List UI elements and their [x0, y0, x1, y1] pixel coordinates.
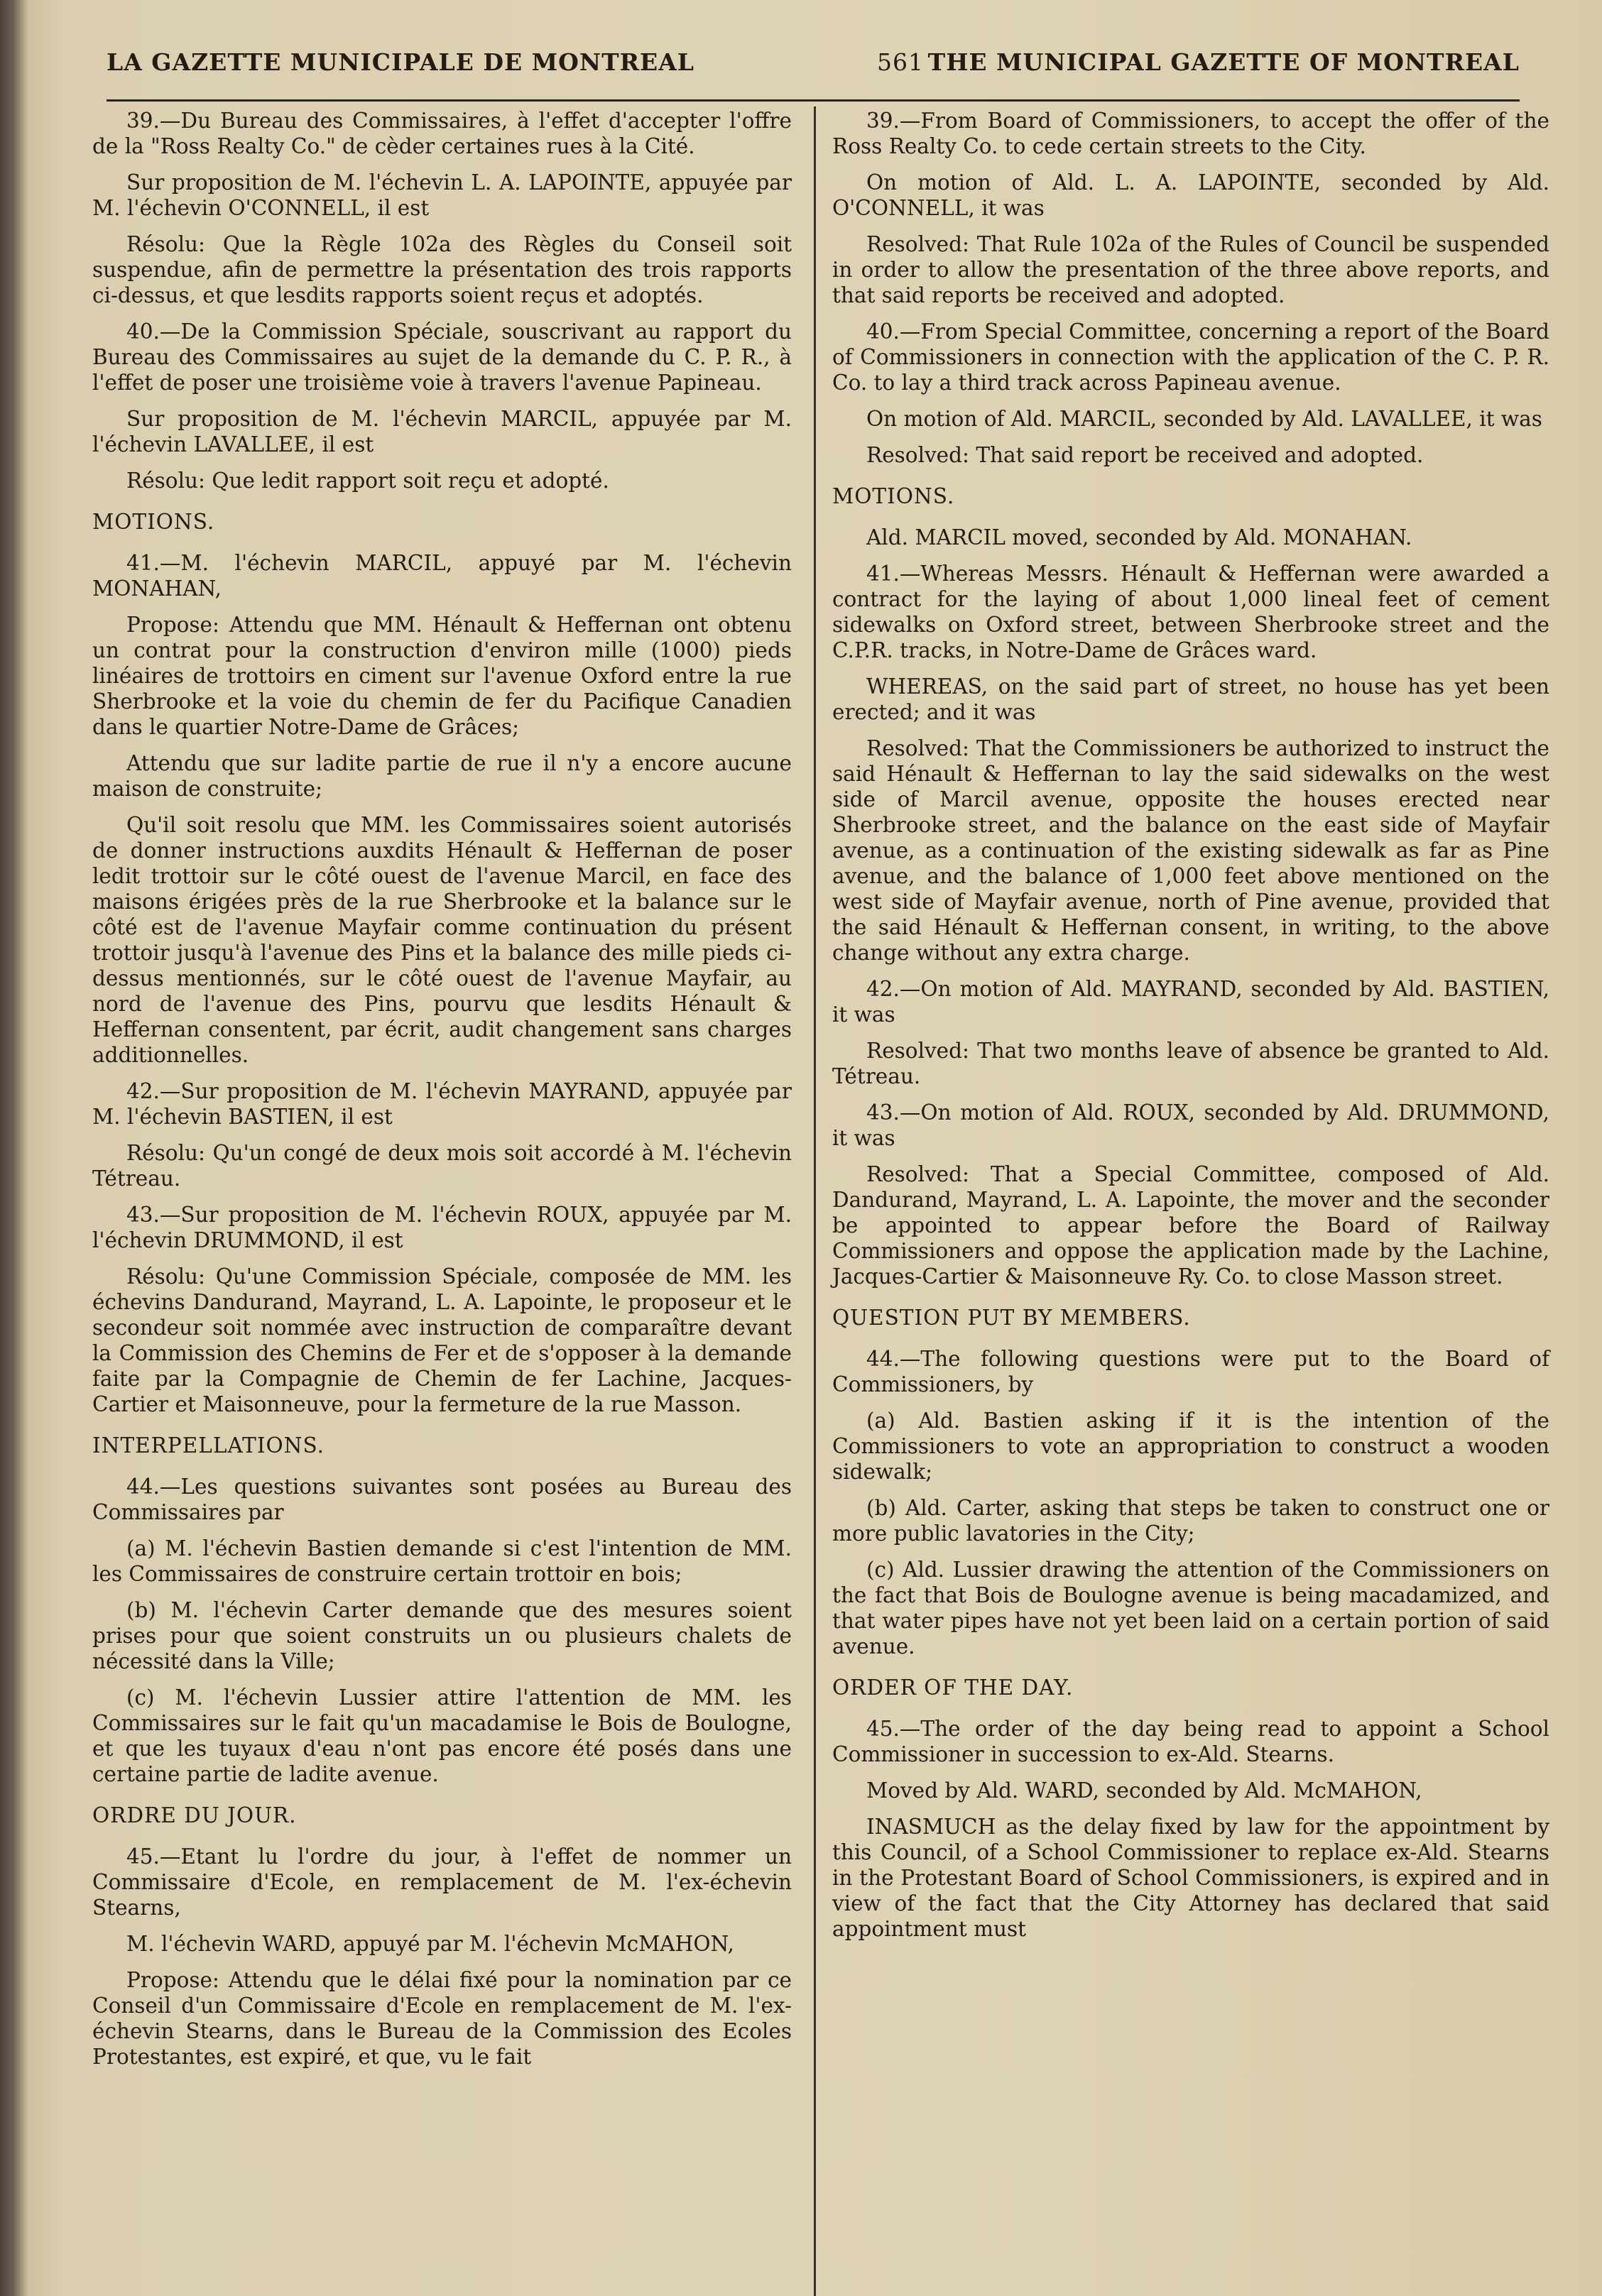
en-motion-line: Ald. MARCIL moved, seconded by Ald. MONAHAN. — [866, 525, 1412, 550]
en-resolution: Resolved: That Rule 102a of the Rules of Council be suspended in order to allow the presentation of the three above reports, and that said reports be received and adopted. — [832, 232, 1549, 307]
fr-item-45: 45.—Etant lu l'ordre du jour, à l'effet de nommer un Commissaire d'Ecole, en remplacement de M. l'ex-échevin Stearns, — [92, 1844, 792, 1920]
fr-section-heading: MOTIONS. — [92, 510, 215, 534]
fr-motion-line: Sur proposition de M. l'échevin MARCIL, appuyée par M. l'échevin LAVALLEE, il est — [92, 407, 792, 457]
header-rule — [107, 99, 1520, 102]
en-section-heading: ORDER OF THE DAY. — [832, 1675, 1074, 1700]
column-divider — [814, 106, 816, 2296]
fr-item-42: 42.—Sur proposition de M. l'échevin MAYRAND, appuyée par M. l'échevin BASTIEN, il est — [92, 1079, 792, 1129]
header-title-english: THE MUNICIPAL GAZETTE OF MONTREAL — [927, 48, 1520, 76]
fr-item-44: 44.—Les questions suivantes sont posées au Bureau des Commissaires par — [92, 1475, 792, 1524]
en-paragraph: WHEREAS, on the said part of street, no house has yet been erected; and it was — [832, 674, 1549, 724]
en-item-40: 40.—From Special Committee, concerning a report of the Board of Commissioners in connection with the application of the C. P. R. Co. to lay a third track across Papineau avenue. — [832, 319, 1549, 395]
en-item-42: 42.—On motion of Ald. MAYRAND, seconded by Ald. BASTIEN, it was — [832, 977, 1549, 1027]
fr-item-40: 40.—De la Commission Spéciale, souscrivant au rapport du Bureau des Commissaires au sujet de la demande du C. P. R., à l'effet de poser une troisième voie à travers l'avenue Papineau. — [92, 319, 792, 395]
en-question: (b) Ald. Carter, asking that steps be taken to construct one or more public lavatories in the City; — [832, 1496, 1549, 1546]
fr-resolution: Résolu: Qu'une Commission Spéciale, composée de MM. les échevins Dandurand, Mayrand, L. A. Lapointe, le proposeur et le secondeur soit nommée avec instruction de comparaître devant la Commission des Chemins de Fer et de s'opposer à la demande faite par la Compagnie de Chemin de fer Lachine, Jacques-Cartier et Maisonneuve, pour la fermeture de la rue Masson. — [92, 1264, 792, 1416]
fr-paragraph: Propose: Attendu que le délai fixé pour la nomination par ce Conseil d'un Commissaire d'Ecole en remplacement de M. l'ex-échevin Stearns, dans le Bureau de la Commission des Ecoles Protestantes, est expiré, et que, vu le fait — [92, 1968, 792, 2069]
header-title-french: LA GAZETTE MUNICIPALE DE MONTREAL — [107, 48, 695, 76]
en-motion-line: Moved by Ald. WARD, seconded by Ald. McMAHON, — [866, 1778, 1422, 1803]
fr-resolution: Résolu: Qu'un congé de deux mois soit accordé à M. l'échevin Tétreau. — [92, 1141, 792, 1191]
en-resolution: Resolved: That the Commissioners be authorized to instruct the said Hénault & Heffernan to lay the said sidewalks on the west side of Marcil avenue, opposite the houses erected near Sherbrooke street, and the balance on the east side of Mayfair avenue, as a continuation of the existing sidewalk as far as Pine avenue, and the balance of 1,000 feet above mentioned on the west side of Mayfair avenue, north of Pine avenue, provided that the said Hénault & Heffernan consent, in writing, to the above change without any extra charge. — [832, 736, 1549, 965]
en-question: (c) Ald. Lussier drawing the attention of the Commissioners on the fact that Bois de Boulogne avenue is being macadamized, and that water pipes have not yet been laid on a certain portion of said avenue. — [832, 1558, 1549, 1658]
fr-question: (a) M. l'échevin Bastien demande si c'est l'intention de MM. les Commissaires de construire certain trottoir en bois; — [92, 1536, 792, 1586]
en-section-heading: QUESTION PUT BY MEMBERS. — [832, 1306, 1191, 1330]
fr-resolution: Résolu: Que ledit rapport soit reçu et adopté. — [126, 469, 609, 493]
en-motion-line: On motion of Ald. L. A. LAPOINTE, seconded by Ald. O'CONNELL, it was — [832, 170, 1549, 220]
fr-motion-line: Sur proposition de M. l'échevin L. A. LAPOINTE, appuyée par M. l'échevin O'CONNELL, il est — [92, 170, 792, 220]
fr-paragraph: Propose: Attendu que MM. Hénault & Heffernan ont obtenu un contrat pour la construction d'environ mille (1000) pieds linéaires de trottoirs en ciment sur l'avenue Oxford entre la rue Sherbrooke et la voie du chemin de fer du Pacifique Canadien dans le quartier Notre-Dame de Grâces; — [92, 613, 792, 739]
fr-paragraph: Attendu que sur ladite partie de rue il n'y a encore aucune maison de construite; — [92, 751, 792, 801]
en-motion-line: On motion of Ald. MARCIL, seconded by Ald. LAVALLEE, it was — [866, 407, 1542, 431]
page-header — [107, 48, 1520, 91]
en-item-43: 43.—On motion of Ald. ROUX, seconded by Ald. DRUMMOND, it was — [832, 1100, 1549, 1150]
en-item-41: 41.—Whereas Messrs. Hénault & Heffernan were awarded a contract for the laying of about 1,000 lineal feet of cement sidewalks on Oxford street, between Sherbrooke street and the C.P.R. tracks, in Notre-Dame de Grâces ward. — [832, 562, 1549, 662]
en-resolution: Resolved: That a Special Committee, composed of Ald. Dandurand, Mayrand, L. A. Lapointe, the mover and the seconder be appointed to appear before the Board of Railway Commissioners and oppose the application made by the Lachine, Jacques-Cartier & Maisonneuve Ry. Co. to close Masson street. — [832, 1162, 1549, 1289]
fr-paragraph: Qu'il soit resolu que MM. les Commissaires soient autorisés de donner instructions auxdits Hénault & Heffernan de poser ledit trottoir sur le côté ouest de l'avenue Marcil, en face des maisons érigées près de la rue Sherbrooke et la balance sur le côté est de l'avenue Mayfair comme continuation du présent trottoir jusqu'à l'avenue des Pins et la balance des mille pieds ci-dessus mentionnés, sur le côté ouest de l'avenue Mayfair, au nord de l'avenue des Pins, pourvu que lesdits Hénault & Heffernan consentent, par écrit, audit changement sans charges additionnelles. — [92, 813, 792, 1067]
fr-section-heading: INTERPELLATIONS. — [92, 1433, 325, 1458]
fr-item-43: 43.—Sur proposition de M. l'échevin ROUX, appuyée par M. l'échevin DRUMMOND, il est — [92, 1203, 792, 1252]
en-item-45: 45.—The order of the day being read to appoint a School Commissioner in succession to ex-Ald. Stearns. — [832, 1717, 1549, 1766]
en-item-39: 39.—From Board of Commissioners, to accept the offer of the Ross Realty Co. to cede certain streets to the City. — [832, 109, 1549, 158]
en-item-44: 44.—The following questions were put to the Board of Commissioners, by — [832, 1347, 1549, 1396]
french-column — [92, 108, 792, 2080]
en-question: (a) Ald. Bastien asking if it is the intention of the Commissioners to vote an appropriation to construct a wooden sidewalk; — [832, 1409, 1549, 1484]
fr-question: (c) M. l'échevin Lussier attire l'attention de MM. les Commissaires sur le fait qu'un macadamise le Bois de Boulogne, et que les tuyaux d'eau n'ont pas encore été posés dans une certaine partie de ladite avenue. — [92, 1685, 792, 1786]
en-resolution: Resolved: That two months leave of absence be granted to Ald. Tétreau. — [832, 1039, 1549, 1088]
fr-resolution: Résolu: Que la Règle 102a des Règles du Conseil soit suspendue, afin de permettre la présentation des trois rapports ci-dessus, et que lesdits rapports soient reçus et adoptés. — [92, 232, 792, 307]
page-number: 561 — [877, 48, 924, 76]
english-column — [832, 108, 1549, 1952]
fr-item-41: 41.—M. l'échevin MARCIL, appuyé par M. l'échevin MONAHAN, — [92, 551, 792, 601]
fr-item-39: 39.—Du Bureau des Commissaires, à l'effet d'accepter l'offre de la "Ross Realty Co." de cèder certaines rues à la Cité. — [92, 109, 792, 158]
en-section-heading: MOTIONS. — [832, 484, 955, 508]
en-paragraph: INASMUCH as the delay fixed by law for the appointment by this Council, of a School Commissioner to replace ex-Ald. Stearns in the Protestant Board of School Commissioners, is expired and in view of the fact that the City Attorney has declared that said appointment must — [832, 1815, 1549, 1941]
fr-section-heading: ORDRE DU JOUR. — [92, 1803, 297, 1827]
fr-question: (b) M. l'échevin Carter demande que des mesures soient prises pour que soient construits un ou plusieurs chalets de nécessité dans la Ville; — [92, 1598, 792, 1673]
en-resolution: Resolved: That said report be received and adopted. — [866, 443, 1424, 467]
fr-motion-line: M. l'échevin WARD, appuyé par M. l'échevin McMAHON, — [126, 1932, 734, 1956]
